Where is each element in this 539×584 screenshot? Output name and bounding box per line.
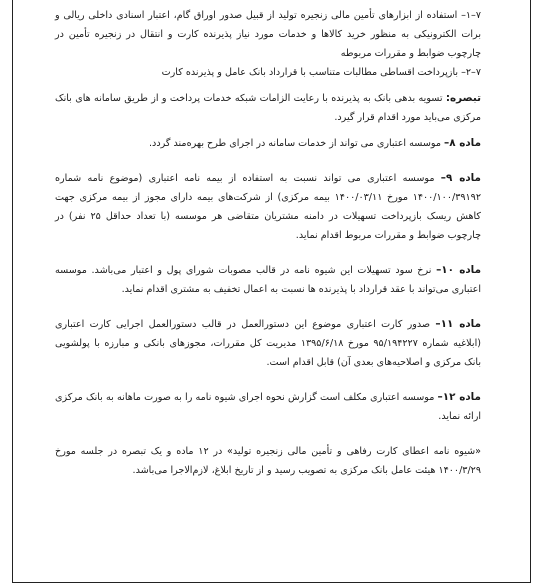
clause-7-2: ۷–۲– بازپرداخت اقساطی مطالبات متناسب با قرارداد بانک عامل و پذیرنده کارت — [161, 67, 481, 78]
article-8-text: موسسه اعتباری می تواند از خدمات سامانه در اجرای طرح بهره‌مند گردد. — [149, 138, 445, 149]
article-12-label: ماده ۱۲– — [437, 391, 481, 403]
note-label: تبصره: — [445, 92, 481, 104]
article-12-text: موسسه اعتباری مکلف است گزارش نحوه اجرای شیوه نامه را به صورت ماهانه به بانک مرکزی ارائه نماید. — [55, 392, 481, 422]
clause-7-1: ۷–۱– استفاده از ابزارهای تأمین مالی زنجیره تولید از قبیل صدور اوراق گام، اعتبار اسنادی داخلی ریالی و برات الکترونیکی به منظور خرید کالاها و خدمات مورد نیاز پذیرنده کارت و انتقال در زنجیره تأمین در چارچوب ضوابط و مقررات مربوطه — [55, 10, 481, 59]
article-10 — [55, 261, 481, 299]
article-8-label: ماده ۸– — [444, 137, 481, 149]
article-9-text: موسسه اعتباری می تواند نسبت به استفاده از بیمه نامه اعتباری (موضوع نامه شماره ۱۴۰۰/۱۰۰/۳۹۱۹۲ مورخ ۱۴۰۰/۰۳/۱۱ بیمه مرکزی) از شرکت‌های بیمه دارای مجوز از بیمه مرکزی جهت کاهش ریسک بازپرداخت تسهیلات در دامنه مشتریان متقاضی هر موسسه (با تعداد حداقل ۲۵ نفر) در چارچوب ضوابط و مقررات مربوط اقدام نماید. — [55, 173, 481, 241]
article-12 — [55, 388, 481, 426]
article-9-label: ماده ۹– — [440, 172, 481, 184]
closing-statement: «شیوه نامه اعطای کارت رفاهی و تأمین مالی زنجیره تولید» در ۱۲ ماده و یک تبصره در جلسه مورخ ۱۴۰۰/۳/۲۹ هیئت عامل بانک مرکزی به تصویب رسید و از تاریخ ابلاغ، لازم‌الاجرا می‌باشد. — [55, 446, 481, 476]
article-11-label: ماده ۱۱– — [435, 318, 481, 330]
article-10-label: ماده ۱۰– — [436, 264, 481, 276]
article-9 — [55, 169, 481, 245]
article-11 — [55, 315, 481, 372]
note-text: تسویه بدهی بانک به پذیرنده با رعایت الزامات شبکه خدمات پرداخت و از طریق سامانه های بانک مرکزی می‌باید مورد اقدام قرار گیرد. — [55, 93, 481, 123]
note-paragraph — [55, 89, 481, 127]
article-10-text: نرخ سود تسهیلات این شیوه نامه در قالب مصوبات شورای پول و اعتبار می‌باشد. موسسه اعتباری می‌تواند با عقد قرارداد با پذیرنده ها نسبت به اعمال تخفیف به مشتری اقدام نماید. — [55, 265, 481, 295]
article-11-text: صدور کارت اعتباری موضوع این دستورالعمل در قالب دستورالعمل اجرایی کارت اعتباری (ابلاغیه شماره ۹۵/۱۹۴۲۲۷ مورخ ۱۳۹۵/۶/۱۸ مدیریت کل مقررات، مجوزهای بانکی و مبارزه با پولشویی بانک مرکزی و اصلاحیه‌های بعدی آن) قابل اقدام است. — [55, 319, 481, 368]
article-8 — [55, 134, 481, 153]
document-body — [55, 6, 481, 480]
